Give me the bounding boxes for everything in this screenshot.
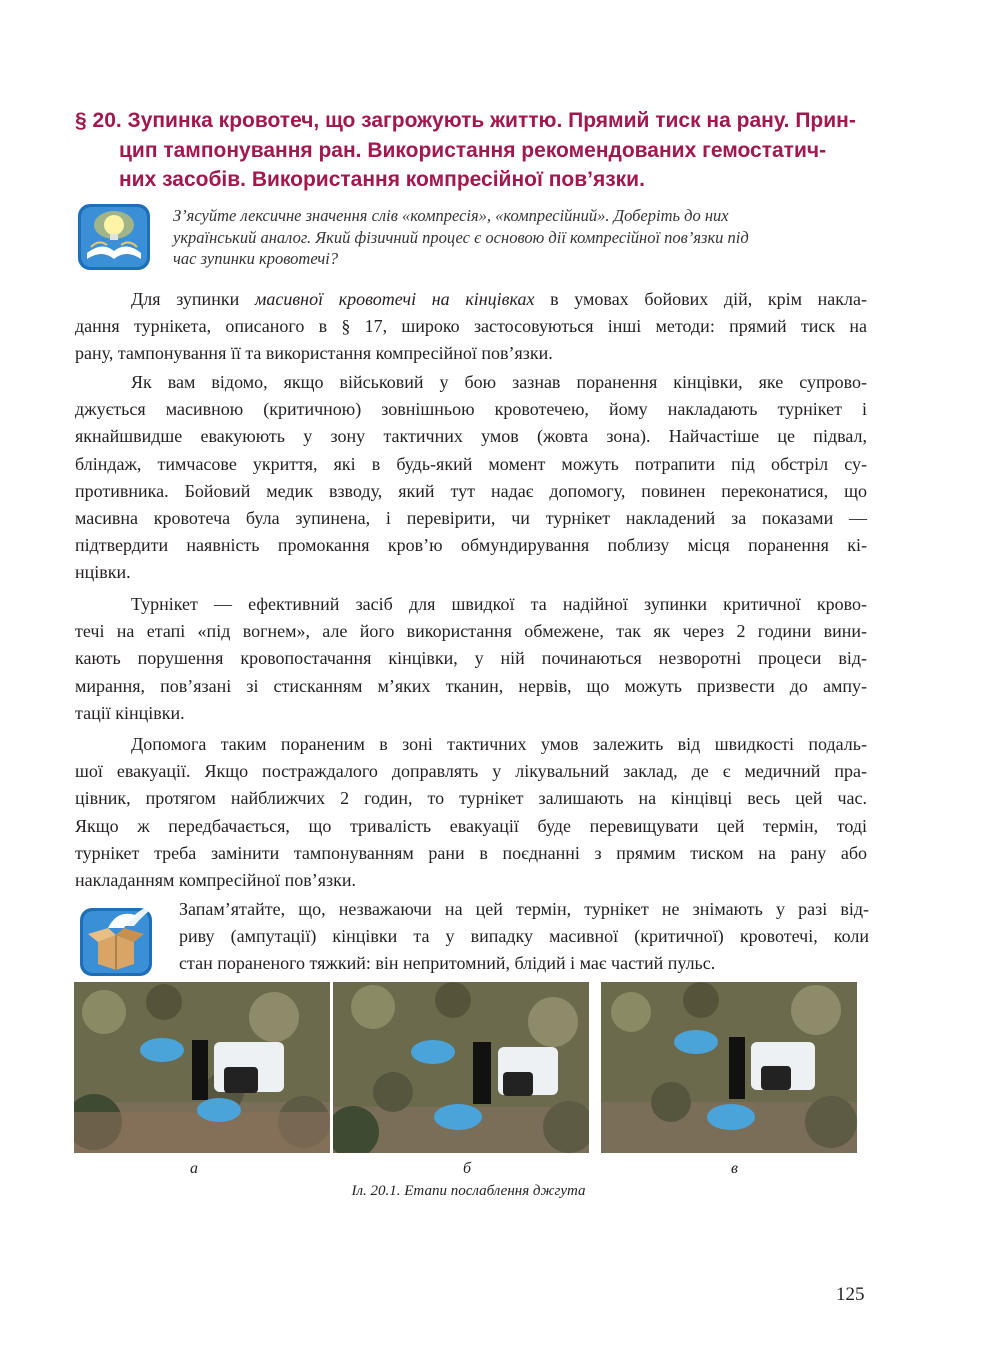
emphasis-text: масивної кровотечі на кінцівках — [254, 289, 535, 309]
photo-stage-b — [333, 982, 589, 1153]
photo-stage-a — [74, 982, 330, 1153]
heading-line-2: цип тампонування ран. Використання рекомендованих гемостатич- — [119, 138, 827, 162]
text-run: в умовах бойових дій, крім накла- — [534, 289, 867, 309]
paragraph-line: джується масивною (критичною) зовнішньою кровотечею, йому накладають турнікет і — [75, 399, 867, 420]
lightbulb-book-icon — [77, 203, 153, 271]
figure-label-b: б — [463, 1160, 472, 1177]
paragraph-line: шої евакуації. Якщо постраждалого доправлять у лікувальний заклад, де є медичний пра- — [75, 761, 867, 782]
paragraph-line: тації кінцівки. — [75, 702, 185, 723]
remember-line: стан пораненого тяжкий: він непритомний, блідий і має частий пульс. — [179, 953, 716, 974]
paragraph-line: турнікет треба замінити тампонуванням рани в поєднанні з прямим тиском на рану або — [75, 842, 867, 863]
open-box-icon — [78, 902, 162, 978]
paragraph-line: рану, тампонування її та використання компресійної пов’язки. — [75, 343, 553, 364]
paragraph-line: Турнікет — ефективний засіб для швидкої та надійної зупинки критичної крово- — [131, 594, 867, 614]
heading-line-1: § 20. Зупинка кровотеч, що загрожують життю. Прямий тиск на рану. Прин- — [75, 109, 856, 132]
paragraph-line: масивна кровотеча була зупинена, і перевірити, чи турнікет накладений за показами — — [75, 508, 867, 529]
heading-line-3: них засобів. Використання компресійної пов’язки. — [119, 168, 645, 191]
photo-stage-c — [601, 982, 857, 1153]
paragraph-line: дання турнікета, описаного в § 17, широко застосовуються інші методи: прямий тиск на — [75, 316, 867, 337]
figure-label-c: в — [731, 1160, 738, 1177]
paragraph-1 — [75, 286, 867, 368]
paragraph-line: Допомога таким пораненим в зоні тактичних умов залежить від швидкості подаль- — [131, 734, 867, 754]
section-heading — [75, 106, 875, 195]
figure-caption: Іл. 20.1. Етапи послаблення джгута — [351, 1183, 586, 1199]
paragraph-line: мирання, пов’язані зі стисканням м’яких тканин, нервів, що можуть призвести до ампу- — [75, 675, 867, 696]
paragraph-line: бліндаж, тимчасове укриття, які в будь-який момент можуть потрапити під обстріл су- — [75, 453, 867, 474]
paragraph-line: кають порушення кровопостачання кінцівки, у ній починаються незворотні процеси від- — [75, 648, 867, 669]
paragraph-line: нцівки. — [75, 562, 131, 583]
text-run: Для зупинки — [131, 289, 255, 309]
question-line-3: час зупинки кровотечі? — [173, 249, 339, 268]
paragraph-4 — [75, 731, 867, 894]
paragraph-line: цівник, протягом найближчих 2 годин, то турнікет залишають на кінцівці весь цей час. — [75, 788, 867, 809]
remember-note — [179, 896, 869, 978]
paragraph-3 — [75, 591, 867, 727]
figure-label-a: а — [190, 1160, 198, 1177]
paragraph-2 — [75, 369, 867, 587]
paragraph-line: Як вам відомо, якщо військовий у бою зазнав поранення кінцівки, яке супрово- — [131, 372, 867, 392]
question-prompt — [173, 205, 873, 270]
paragraph-line: противника. Бойовий медик взводу, який тут надає допомогу, повинен переконатися, що — [75, 480, 867, 501]
paragraph-line — [75, 286, 867, 313]
paragraph-line: підтвердити наявність промокання кров’ю обмундирування поблизу місця поранення кі- — [75, 535, 867, 556]
paragraph-line: Якщо ж передбачається, що тривалість евакуації буде перевищувати цей термін, тоді — [75, 815, 867, 836]
question-line-2: український аналог. Який фізичний процес є основою дії компресійної пов’язки під — [173, 227, 749, 247]
page-number: 125 — [836, 1284, 865, 1305]
paragraph-line: накладанням компресійної пов’язки. — [75, 870, 357, 891]
remember-line: риву (ампутації) кінцівки та у випадку масивної (критичної) кровотечі, коли — [179, 926, 869, 947]
paragraph-line: якнайшвидше евакуюють у зону тактичних умов (жовта зона). Найчастіше це підвал, — [75, 426, 867, 447]
question-line-1: З’ясуйте лексичне значення слів «компресія», «компресійний». Доберіть до них — [173, 206, 729, 225]
paragraph-line: течі на етапі «під вогнем», але його використання обмежене, так як через 2 години вини- — [75, 621, 867, 642]
remember-line: Запам’ятайте, що, незважаючи на цей термін, турнікет не знімають у разі від- — [179, 899, 869, 919]
